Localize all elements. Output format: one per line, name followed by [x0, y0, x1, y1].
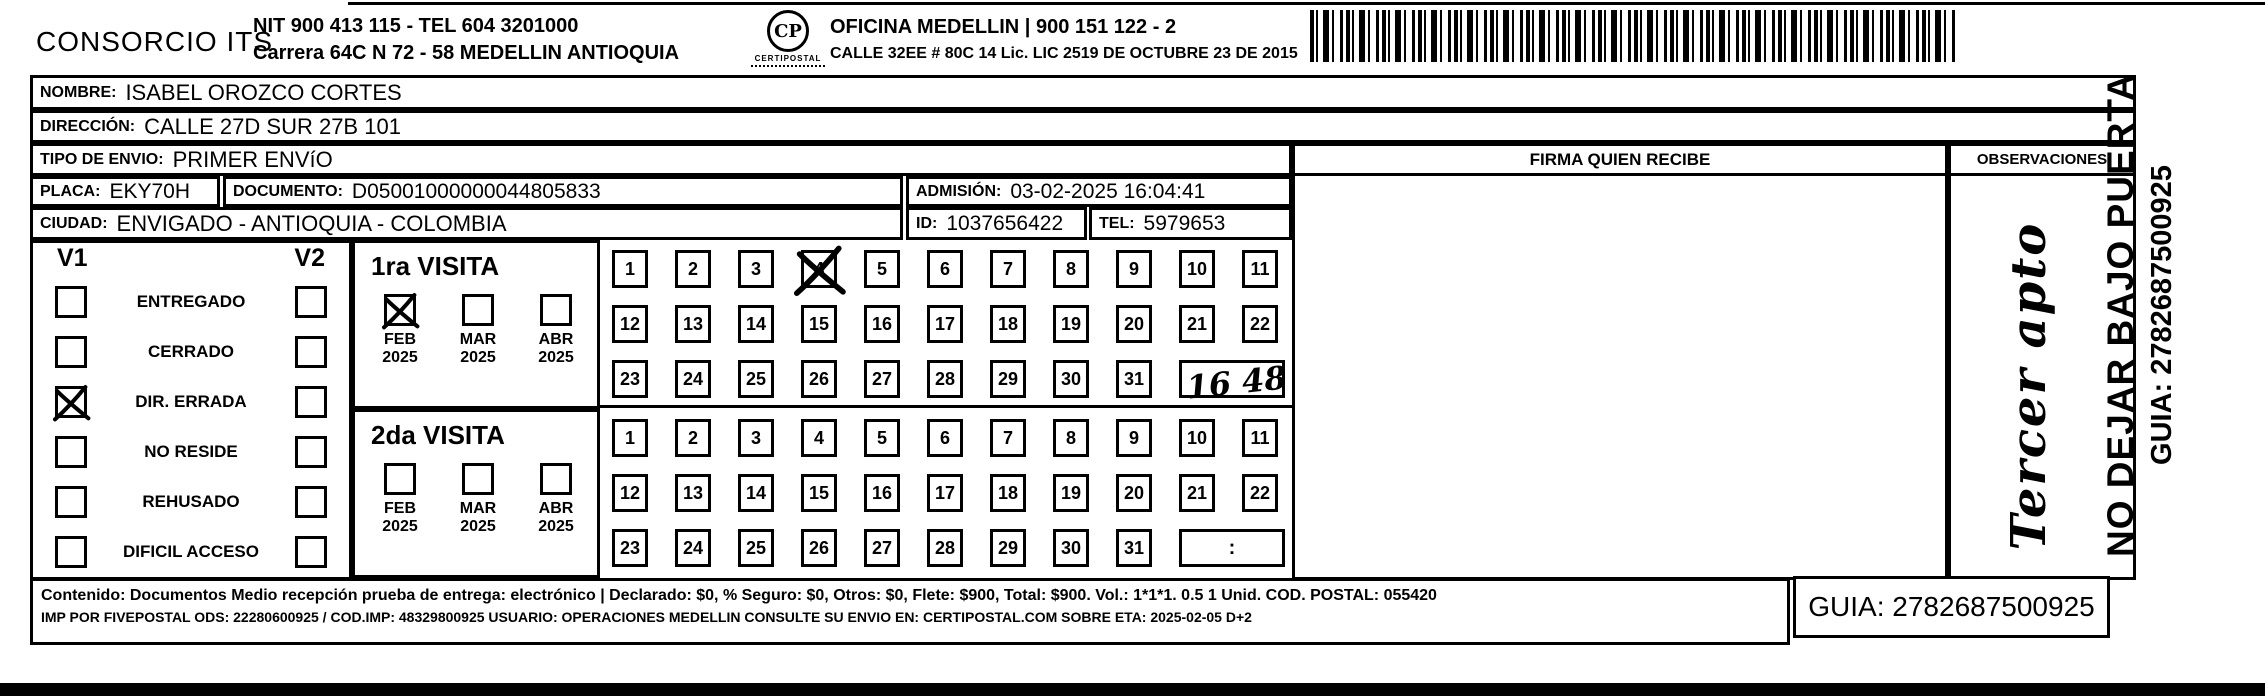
day-number: 6 [939, 427, 950, 448]
day-box-29[interactable] [990, 360, 1026, 398]
visit-panel-2 [352, 409, 600, 578]
day-grid-row [612, 474, 1292, 512]
direccion-value: CALLE 27D SUR 27B 101 [144, 113, 401, 139]
day-number: 24 [682, 368, 704, 389]
month-checkbox-feb-2025[interactable] [384, 294, 416, 326]
day-box-29[interactable] [990, 529, 1026, 567]
logo-tagline-line [751, 65, 825, 67]
tipo-envio-label: TIPO DE ENVIO: [40, 150, 164, 168]
day-number: 21 [1186, 313, 1208, 334]
day-box-11[interactable] [1242, 250, 1278, 288]
day-box-20[interactable] [1116, 305, 1152, 343]
day-grid-2 [600, 409, 1292, 578]
day-number: 19 [1060, 313, 1082, 334]
scan-bottom-bar [0, 683, 2265, 696]
day-number: 10 [1186, 427, 1208, 448]
day-number: 7 [1002, 258, 1013, 279]
day-number: 26 [808, 368, 830, 389]
status-row-no-reside [33, 427, 349, 477]
company-address: Carrera 64C N 72 - 58 MEDELLIN ANTIOQUIA [253, 42, 680, 64]
day-number: 14 [745, 482, 767, 503]
day-number: 28 [934, 537, 956, 558]
observaciones-header: OBSERVACIONES [1951, 146, 2133, 176]
day-box-15[interactable] [801, 474, 837, 512]
day-number: 29 [997, 537, 1019, 558]
day-box-25[interactable] [738, 529, 774, 567]
day-box-25[interactable] [738, 360, 774, 398]
day-box-31[interactable] [1116, 360, 1152, 398]
day-number: 30 [1060, 537, 1082, 558]
day-grid-row [612, 305, 1292, 343]
day-number: 16 [871, 482, 893, 503]
day-box-19[interactable] [1053, 305, 1089, 343]
guia-box [1793, 576, 2110, 638]
day-number: 26 [808, 537, 830, 558]
imp-line: IMP POR FIVEPOSTAL ODS: 22280600925 / COD.IMP: 48329800925 USUARIO: OPERACIONES MEDELLIN CONSULTE SU ENVIO EN: CERTIPOSTAL.COM SOBRE ETA: 2025-02-05 D+2 [41, 609, 1252, 625]
v2-checkbox-dir-errada[interactable] [295, 386, 327, 418]
month-label: ABR 2025 [538, 500, 574, 535]
day-grid-1 [600, 240, 1292, 408]
status-option-label: DIFICIL ACCESO [122, 542, 259, 561]
day-grid-row [612, 250, 1292, 288]
v2-header: V2 [294, 244, 325, 272]
day-box-4[interactable] [801, 250, 837, 288]
handwritten-x-mark [382, 292, 418, 328]
visit-panel-1 [352, 240, 600, 409]
day-box-12[interactable] [612, 305, 648, 343]
month-option-abr [521, 294, 591, 367]
day-number: 1 [624, 427, 635, 448]
status-option-label: ENTREGADO [136, 292, 246, 311]
day-box-8[interactable] [1053, 250, 1089, 288]
day-box-24[interactable] [675, 360, 711, 398]
firma-header: FIRMA QUIEN RECIBE [1295, 146, 1945, 176]
v1-checkbox-entregado[interactable] [55, 286, 87, 318]
v1-checkbox-no-reside[interactable] [55, 436, 87, 468]
month-label: MAR 2025 [459, 500, 497, 535]
month-option-mar [443, 294, 513, 367]
day-grid-row [612, 358, 1292, 407]
day-box-10[interactable] [1179, 250, 1215, 288]
day-number: 27 [871, 368, 893, 389]
status-panel [30, 240, 352, 580]
day-number: 14 [745, 313, 767, 334]
day-box-21[interactable] [1179, 474, 1215, 512]
tel-label: TEL: [1099, 214, 1135, 232]
v2-checkbox-rehusado[interactable] [295, 486, 327, 518]
day-box-18[interactable] [990, 474, 1026, 512]
month-option-feb [365, 294, 435, 367]
day-number: 13 [682, 313, 704, 334]
day-number: 12 [619, 482, 641, 503]
day-box-14[interactable] [738, 474, 774, 512]
day-number: 18 [997, 313, 1019, 334]
day-number: 24 [682, 537, 704, 558]
office-info: OFICINA MEDELLIN | 900 151 122 - 2 [830, 16, 1177, 38]
no-dejar-text: NO DEJAR BAJO PUERTA [2100, 73, 2141, 557]
company-contact-block [253, 13, 679, 67]
month-checkbox-feb-2025[interactable] [384, 463, 416, 495]
day-box-26[interactable] [801, 360, 837, 398]
footer-box [30, 578, 1790, 645]
logo-text: CERTIPOSTAL [754, 54, 822, 63]
scan-top-edge-line [348, 2, 2265, 5]
day-number: 12 [619, 313, 641, 334]
day-box-13[interactable] [675, 474, 711, 512]
day-box-6[interactable] [927, 419, 963, 457]
day-box-27[interactable] [864, 529, 900, 567]
ciudad-value: ENVIGADO - ANTIOQUIA - COLOMBIA [116, 210, 507, 236]
day-box-19[interactable] [1053, 474, 1089, 512]
day-number: 18 [997, 482, 1019, 503]
day-number: 20 [1123, 482, 1145, 503]
day-box-17[interactable] [927, 474, 963, 512]
placa-value: EKY70H [109, 179, 190, 203]
month-option-abr [521, 463, 591, 536]
v2-checkbox-entregado[interactable] [295, 286, 327, 318]
day-number: 15 [808, 482, 830, 503]
day-number: 23 [619, 368, 641, 389]
nombre-row [30, 75, 2136, 110]
day-number: 25 [745, 368, 767, 389]
month-checkbox-abr-2025[interactable] [540, 294, 572, 326]
side-vertical-text [2100, 55, 2230, 575]
day-box-18[interactable] [990, 305, 1026, 343]
firma-column [1292, 143, 1948, 580]
month-checkbox-abr-2025[interactable] [540, 463, 572, 495]
day-grid-row [612, 419, 1292, 457]
handwritten-x-mark [53, 384, 89, 420]
day-number: 7 [1002, 427, 1013, 448]
day-box-9[interactable] [1116, 419, 1152, 457]
time-value: : [1228, 536, 1236, 559]
guia-number: GUIA: 2782687500925 [1808, 591, 2095, 622]
day-box-2[interactable] [675, 250, 711, 288]
day-box-8[interactable] [1053, 419, 1089, 457]
day-number: 29 [997, 368, 1019, 389]
tipo-envio-value: PRIMER ENVíO [172, 146, 333, 172]
tel-value: 5979653 [1143, 211, 1226, 235]
contenido-line: Contenido: Documentos Medio recepción prueba de entrega: electrónico | Declarado: $0, % Seguro: $0, Otros: $0, Flete: $900, Total: $900. Vol.: 1*1*1. 0.5 1 Unid. COD. POSTAL: 055420 [41, 587, 1437, 604]
day-number: 2 [687, 258, 698, 279]
day-box-26[interactable] [801, 529, 837, 567]
day-number: 3 [750, 427, 761, 448]
status-row-cerrado [33, 327, 349, 377]
day-number: 25 [745, 537, 767, 558]
day-number: 8 [1065, 258, 1076, 279]
placa-box [30, 176, 220, 207]
month-label: ABR 2025 [538, 331, 574, 366]
documento-box [223, 176, 903, 207]
day-box-16[interactable] [864, 474, 900, 512]
tel-box [1089, 207, 1292, 240]
day-box-23[interactable] [612, 360, 648, 398]
status-rows [33, 277, 349, 577]
day-number: 1 [624, 258, 635, 279]
v1-checkbox-dir-errada[interactable] [55, 386, 87, 418]
logo-monogram-icon [767, 10, 809, 52]
day-number: 23 [619, 537, 641, 558]
status-row-dir-errada [33, 377, 349, 427]
day-number: 28 [934, 368, 956, 389]
observaciones-handwriting: Tercer apto [2001, 221, 2057, 551]
day-box-3[interactable] [738, 250, 774, 288]
day-box-30[interactable] [1053, 529, 1089, 567]
day-box-12[interactable] [612, 474, 648, 512]
id-label: ID: [916, 214, 938, 232]
status-option-label: NO RESIDE [144, 442, 238, 461]
day-number: 11 [1250, 427, 1270, 448]
direccion-label: DIRECCIÓN: [40, 117, 136, 135]
visit-title: 2da VISITA [371, 420, 505, 450]
day-box-27[interactable] [864, 360, 900, 398]
day-number: 9 [1128, 258, 1139, 279]
day-number: 16 [871, 313, 893, 334]
id-box [906, 207, 1087, 240]
nombre-value: ISABEL OROZCO CORTES [125, 79, 402, 105]
admision-label: ADMISIÓN: [916, 182, 1002, 200]
month-label: FEB 2025 [382, 500, 418, 535]
placa-label: PLACA: [40, 182, 101, 200]
status-row-rehusado [33, 477, 349, 527]
day-box-16[interactable] [864, 305, 900, 343]
day-number: 11 [1250, 258, 1270, 279]
day-box-21[interactable] [1179, 305, 1215, 343]
day-box-20[interactable] [1116, 474, 1152, 512]
day-number: 15 [808, 313, 830, 334]
day-number: 3 [750, 258, 761, 279]
day-number: 10 [1186, 258, 1208, 279]
status-row-entregado [33, 277, 349, 327]
status-row-dificil-acceso [33, 527, 349, 577]
month-row [355, 451, 597, 536]
day-number: 4 [813, 427, 824, 448]
month-checkbox-mar-2025[interactable] [462, 294, 494, 326]
day-number: 8 [1065, 427, 1076, 448]
v2-checkbox-dificil-acceso[interactable] [295, 536, 327, 568]
v1-checkbox-cerrado[interactable] [55, 336, 87, 368]
day-number: 2 [687, 427, 698, 448]
day-box-11[interactable] [1242, 419, 1278, 457]
v2-checkbox-no-reside[interactable] [295, 436, 327, 468]
day-number: 6 [939, 258, 950, 279]
visit-title: 1ra VISITA [371, 251, 500, 281]
time-box[interactable] [1179, 358, 1289, 407]
status-option-label: DIR. ERRADA [135, 392, 247, 411]
day-box-17[interactable] [927, 305, 963, 343]
day-box-30[interactable] [1053, 360, 1089, 398]
v1-header: V1 [57, 244, 88, 272]
documento-value: D05001000000044805833 [351, 179, 601, 203]
status-option-label: REHUSADO [142, 492, 240, 511]
day-number: 22 [1249, 313, 1271, 334]
day-number: 30 [1060, 368, 1082, 389]
handwritten-x-mark [794, 243, 844, 296]
ciudad-box [30, 207, 903, 240]
day-number: 4 [813, 258, 824, 279]
side-guia-text: GUIA: 2782687500925 [2146, 165, 2178, 465]
day-box-2[interactable] [675, 419, 711, 457]
day-box-1[interactable] [612, 419, 648, 457]
company-nit-tel: NIT 900 413 115 - TEL 604 3201000 [253, 15, 579, 37]
day-number: 31 [1123, 537, 1145, 558]
day-box-1[interactable] [612, 250, 648, 288]
day-box-24[interactable] [675, 529, 711, 567]
month-checkbox-mar-2025[interactable] [462, 463, 494, 495]
day-number: 17 [934, 313, 956, 334]
day-number: 17 [934, 482, 956, 503]
month-label: MAR 2025 [459, 331, 497, 366]
day-grid-row [612, 529, 1292, 567]
direccion-row [30, 110, 2136, 143]
company-name: CONSORCIO ITS [36, 26, 274, 57]
day-box-10[interactable] [1179, 419, 1215, 457]
admision-value: 03-02-2025 16:04:41 [1010, 179, 1206, 203]
v2-checkbox-cerrado[interactable] [295, 336, 327, 368]
month-label: FEB 2025 [382, 331, 418, 366]
ciudad-label: CIUDAD: [40, 214, 108, 232]
day-box-14[interactable] [738, 305, 774, 343]
status-option-label: CERRADO [148, 342, 234, 361]
day-box-31[interactable] [1116, 529, 1152, 567]
nombre-label: NOMBRE: [40, 83, 117, 101]
v1-checkbox-rehusado[interactable] [55, 486, 87, 518]
day-box-15[interactable] [801, 305, 837, 343]
v1-checkbox-dificil-acceso[interactable] [55, 536, 87, 568]
logo-monogram: CP [774, 20, 802, 42]
day-box-28[interactable] [927, 529, 963, 567]
day-number: 13 [682, 482, 704, 503]
day-number: 19 [1060, 482, 1082, 503]
documento-label: DOCUMENTO: [233, 182, 343, 200]
day-box-23[interactable] [612, 529, 648, 567]
tipo-envio-row [30, 143, 1292, 176]
time-value: 16 48 [1184, 358, 1289, 407]
day-number: 21 [1186, 482, 1208, 503]
day-box-4[interactable] [801, 419, 837, 457]
day-box-5[interactable] [864, 419, 900, 457]
day-box-3[interactable] [738, 419, 774, 457]
time-box[interactable] [1179, 529, 1285, 567]
day-box-9[interactable] [1116, 250, 1152, 288]
day-number: 22 [1249, 482, 1271, 503]
month-row [355, 282, 597, 367]
barcode [1310, 10, 1955, 62]
license-info: CALLE 32EE # 80C 14 Lic. LIC 2519 DE OCTUBRE 23 DE 2015 [830, 45, 1298, 62]
day-box-13[interactable] [675, 305, 711, 343]
admision-box [906, 176, 1292, 207]
day-box-7[interactable] [990, 250, 1026, 288]
day-box-28[interactable] [927, 360, 963, 398]
day-box-6[interactable] [927, 250, 963, 288]
day-number: 5 [876, 258, 887, 279]
day-box-22[interactable] [1242, 305, 1278, 343]
day-box-22[interactable] [1242, 474, 1278, 512]
id-value: 1037656422 [946, 211, 1064, 235]
month-option-mar [443, 463, 513, 536]
day-number: 9 [1128, 427, 1139, 448]
day-number: 5 [876, 427, 887, 448]
day-number: 31 [1123, 368, 1145, 389]
day-box-7[interactable] [990, 419, 1026, 457]
day-number: 20 [1123, 313, 1145, 334]
month-option-feb [365, 463, 435, 536]
day-box-5[interactable] [864, 250, 900, 288]
day-number: 27 [871, 537, 893, 558]
